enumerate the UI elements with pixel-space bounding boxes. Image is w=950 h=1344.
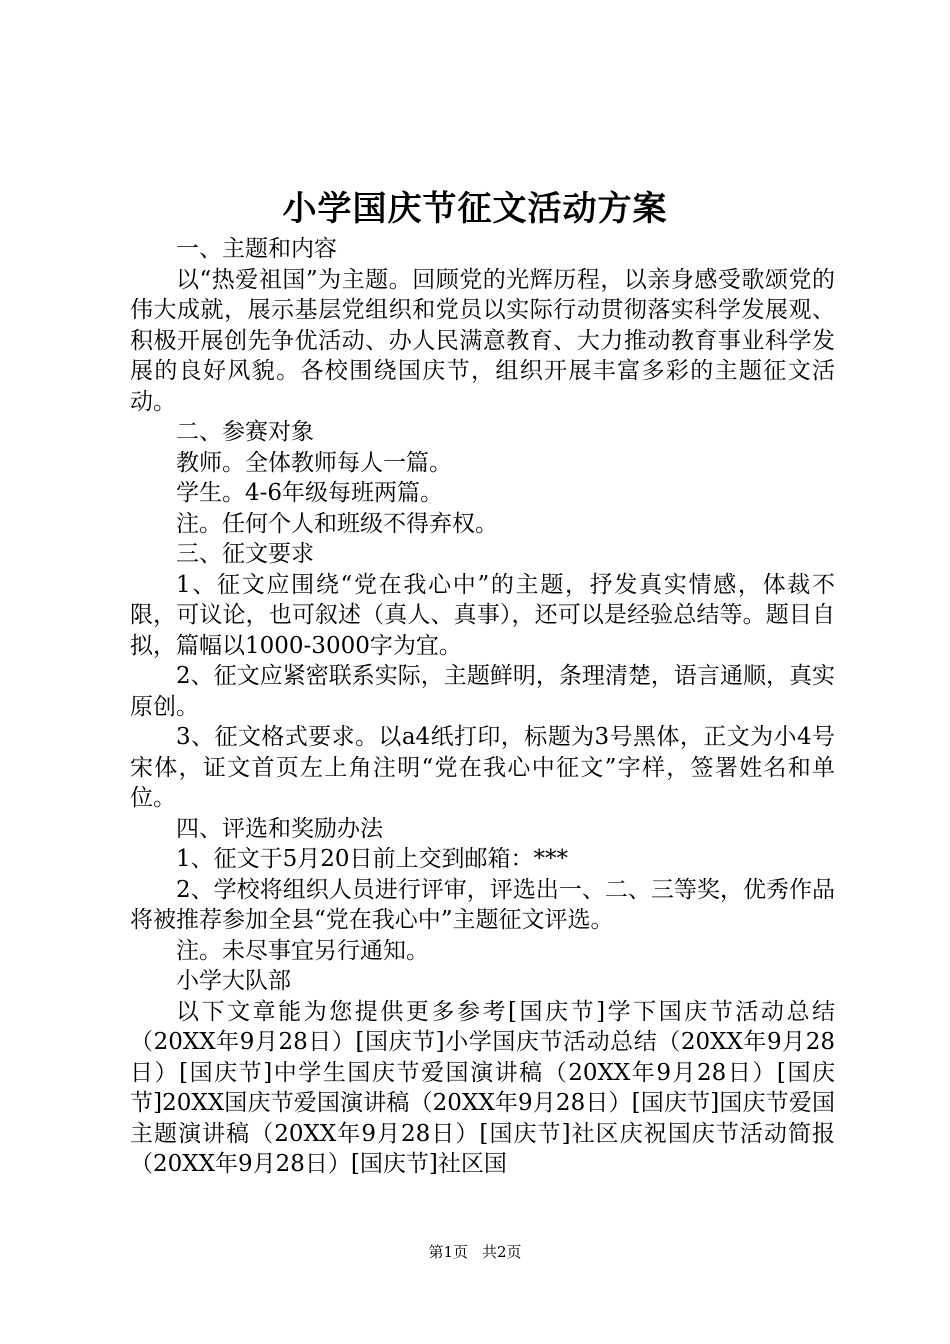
paragraph-requirement-1: 1、征文应围绕“党在我心中”的主题，抒发真实情感，体裁不限，可议论，也可叙述（真人、真事），还可以是经验总结等。题目自拟，篇幅以1000-3000字为宜。 [130, 571, 835, 659]
section-heading-awards: 四、评选和奖励办法 [176, 815, 383, 842]
document-title: 小学国庆节征文活动方案 [282, 189, 668, 229]
section-heading-theme: 一、主题和内容 [176, 236, 337, 262]
paragraph-requirement-2: 2、征文应紧密联系实际，主题鲜明，条理清楚，语言通顺，真实原创。 [130, 663, 835, 720]
section-heading-participants: 二、参赛对象 [176, 419, 314, 445]
paragraph-note-no-abstain: 注。任何个人和班级不得弃权。 [176, 510, 498, 537]
page-total: 共2页 [482, 1243, 522, 1261]
paragraph-theme-content: 以“热爱祖国”为主题。回顾党的光辉历程，以亲身感受歌颂党的伟大成就，展示基层党组织和党员以实际行动贯彻落实科学发展观、积极开展创先争优活动、办人民满意教育、大力推动教育事业科学发展的良好风貌。各校围绕国庆节，组织开展丰富多彩的主题征文活动。 [130, 266, 835, 415]
paragraph-note-pending: 注。未尽事宜另行通知。 [176, 937, 429, 964]
paragraph-signature: 小学大队部 [176, 968, 291, 994]
page-footer [0, 1242, 950, 1262]
paragraph-requirement-3: 3、征文格式要求。以a4纸打印，标题为3号黑体，正文为小4号宋体，证文首页左上角注明“党在我心中征文”字样，签署姓名和单位。 [130, 724, 835, 811]
page-number: 第1页 [428, 1243, 468, 1261]
paragraph-students: 学生。4-6年级每班两篇。 [176, 480, 444, 506]
document-body [130, 234, 835, 1180]
section-heading-requirements: 三、征文要求 [176, 541, 314, 567]
paragraph-award-2: 2、学校将组织人员进行评审，评选出一、二、三等奖，优秀作品将被推荐参加全县“党在我心中”主题征文评选。 [130, 876, 835, 933]
paragraph-award-1: 1、征文于5月20日前上交到邮箱：*** [176, 846, 569, 872]
paragraph-teachers: 教师。全体教师每人一篇。 [176, 449, 452, 476]
paragraph-related-articles: 以下文章能为您提供更多参考[国庆节]学下国庆节活动总结（20XX年9月28日）[国庆节]小学国庆节活动总结（20XX年9月28日）[国庆节]中学生国庆节爱国演讲稿（20XX年9月28日）[国庆节]20XX国庆节爱国演讲稿（20XX年9月28日）[国庆节]国庆节爱国主题演讲稿（20XX年9月28日）[国庆节]社区庆祝国庆节活动简报（20XX年9月28日）[国庆节]社区国 [130, 998, 835, 1177]
